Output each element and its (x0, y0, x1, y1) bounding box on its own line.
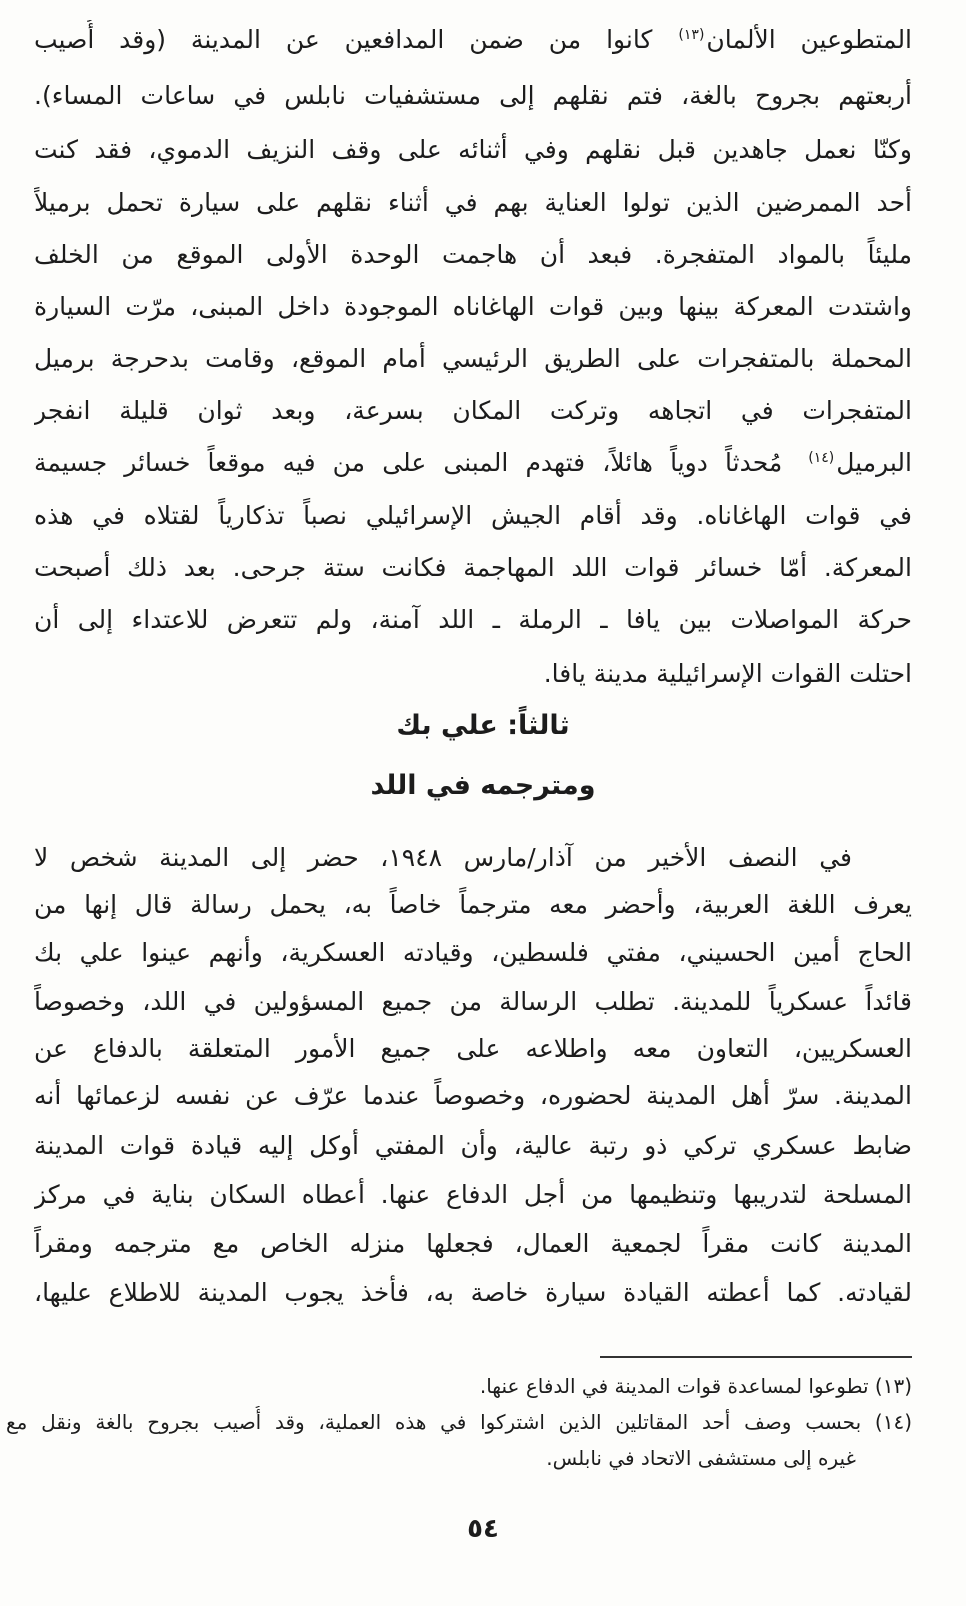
footnote-13: (١٣) تطوعوا لمساعدة قوات المدينة في الدفاع عنها. (479, 1374, 912, 1398)
text-line: مليئاً بالمواد المتفجرة. فبعد أن هاجمت الوحدة الأولى الموقع من الخلف (34, 240, 912, 269)
footnote-14-continued: غيره إلى مستشفى الاتحاد في نابلس. (546, 1446, 856, 1470)
text-line: في النصف الأخير من آذار/مارس ١٩٤٨، حضر إلى المدينة شخص لا (34, 843, 852, 872)
section-title: ثالثاً: علي بك (396, 710, 570, 741)
text-line: يعرف اللغة العربية، وأحضر معه مترجماً خاصاً به، يحمل رسالة قال إنها من (34, 890, 912, 919)
text-line: المعركة. أمّا خسائر قوات اللد المهاجمة فكانت ستة جرحى. بعد ذلك أصبحت (34, 553, 912, 582)
text-line (34, 20, 912, 60)
text-line: المسلحة لتدريبها وتنظيمها من أجل الدفاع عنها. أعطاه السكان بناية في مركز (34, 1180, 912, 1209)
text-line: المدينة كانت مقراً لجمعية العمال، فجعلها منزله الخاص مع مترجمه ومقراً (34, 1229, 912, 1258)
page-number: ٥٤ (467, 1514, 499, 1544)
text-line: لقيادته. كما أعطته القيادة سيارة خاصة به، فأخذ يجوب المدينة للاطلاع عليها، (34, 1278, 912, 1307)
footnote-14: (١٤) بحسب وصف أحد المقاتلين الذين اشتركوا في هذه العملية، وقد أُصيب بجروح بالغة ونقل مع (6, 1410, 912, 1434)
text-line: أربعتهم بجروح بالغة، فتم نقلهم إلى مستشفيات نابلس في ساعات المساء). (34, 81, 912, 110)
text-line: في قوات الهاغاناه. وقد أقام الجيش الإسرائيلي نصباً تذكارياً لقتلاه في هذه (34, 501, 912, 530)
footnote-ref-13[interactable]: (١٣) (678, 26, 705, 43)
text-segment: المتطوعين الألمان (706, 25, 912, 54)
footnote-ref-14[interactable]: (١٤) (808, 449, 835, 466)
text-line: العسكريين، التعاون معه واطلاعه على جميع الأمور المتعلقة بالدفاع عن (34, 1034, 912, 1063)
text-line: واشتدت المعركة بينها وبين قوات الهاغاناه الموجودة داخل المبنى، مرّت السيارة (34, 292, 912, 321)
text-segment: كانوا من ضمن المدافعين عن المدينة (وقد أُصيب (34, 25, 653, 54)
text-line: احتلت القوات الإسرائيلية مدينة يافا. (543, 659, 912, 688)
text-line: وكنّا نعمل جاهدين قبل نقلهم وفي أثنائه على وقف النزيف الدموي، فقد كنت (34, 135, 912, 164)
text-line: الحاج أمين الحسيني، مفتي فلسطين، وقيادته العسكرية، وأنهم عينوا علي بك (34, 938, 912, 967)
text-line: المتفجرات في اتجاهه وتركت المكان بسرعة، وبعد ثوان قليلة انفجر (34, 396, 912, 425)
footnote-divider (600, 1356, 912, 1358)
text-line: أحد الممرضين الذين تولوا العناية بهم في أثناء نقلهم على سيارة تحمل برميلاً (34, 188, 912, 217)
text-line: المدينة. سرّ أهل المدينة لحضوره، وخصوصاً عندما عرّف عن نفسه لزعمائها أنه (34, 1081, 912, 1110)
text-line: قائداً عسكرياً للمدينة. تطلب الرسالة من جميع المسؤولين في اللد، وخصوصاً (34, 987, 912, 1016)
text-line: المحملة بالمتفجرات على الطريق الرئيسي أمام الموقع، وقامت بدحرجة برميل (34, 344, 912, 373)
text-segment: مُحدثاً دوياً هائلاً، فتهدم المبنى على من فيه موقعاً خسائر جسيمة (34, 448, 783, 477)
text-line: حركة المواصلات بين يافا ـ الرملة ـ اللد آمنة، ولم تتعرض للاعتداء إلى أن (34, 605, 912, 634)
text-segment: البرميل (836, 448, 912, 477)
text-line (34, 443, 912, 483)
text-line: ضابط عسكري تركي ذو رتبة عالية، وأن المفتي أوكل إليه قيادة قوات المدينة (34, 1131, 912, 1160)
section-subtitle: ومترجمه في اللد (370, 770, 596, 801)
